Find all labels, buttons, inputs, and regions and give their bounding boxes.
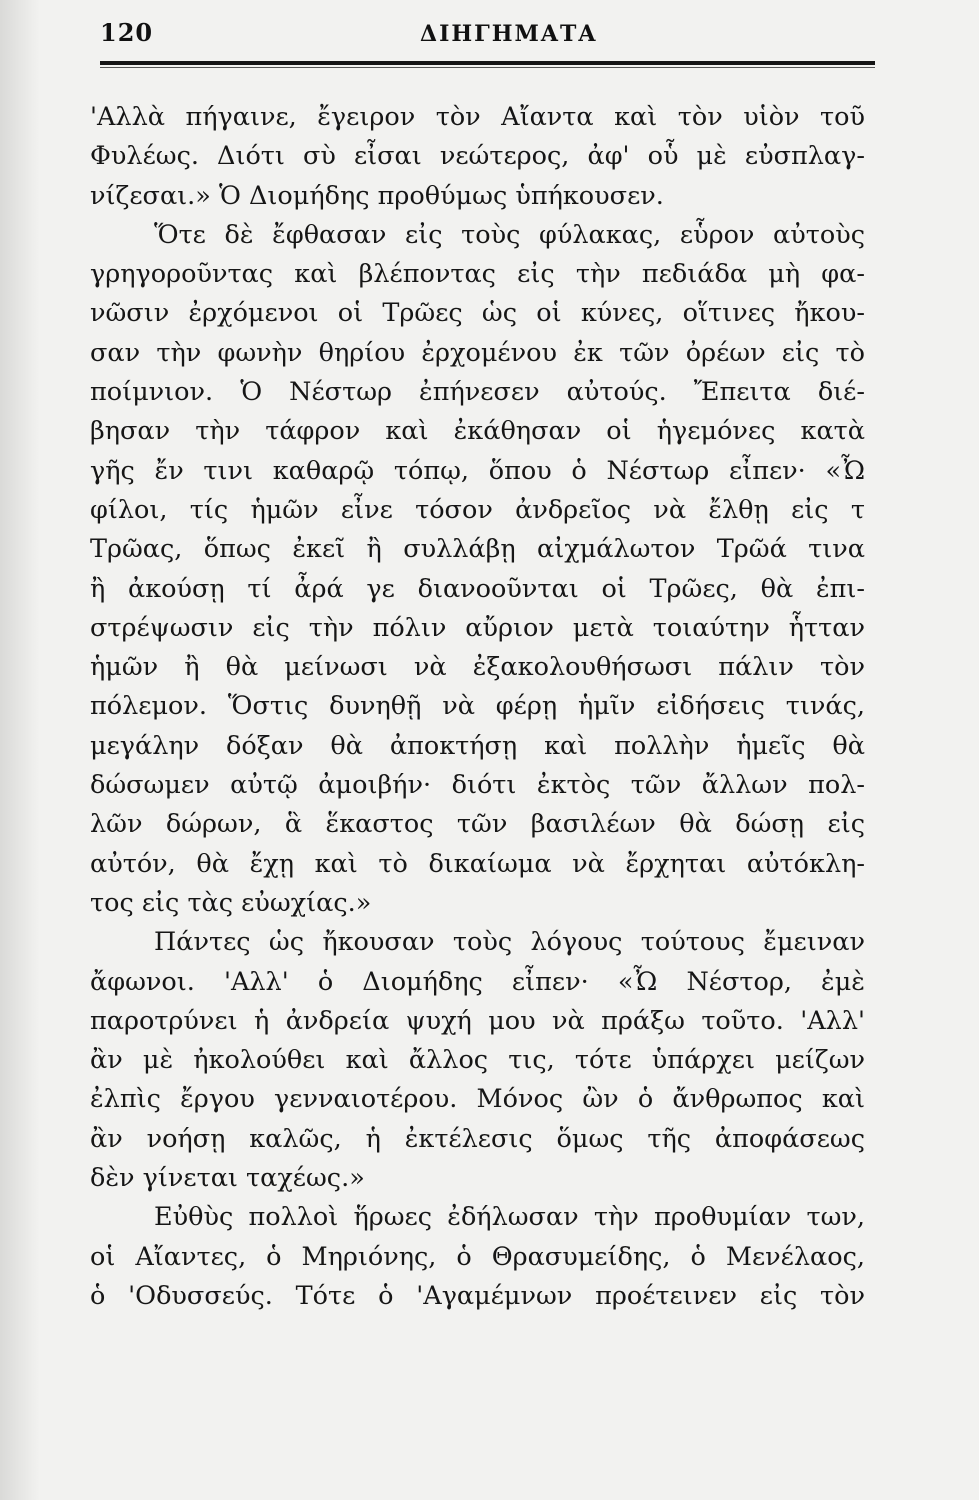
header-rule [100,61,875,65]
text-line: ἡμῶν ἢ θὰ μείνωσι νὰ ἐξακολουθήσωσι πάλιν τὸν [90,652,865,683]
text-line: νῶσιν ἐρχόμενοι οἱ Τρῶες ὡς οἱ κύνες, οἵτινες ἤκου- [90,298,865,329]
text-line: δώσωμεν αὐτῷ ἀμοιβήν· διότι ἐκτὸς τῶν ἄλλων πολ- [90,770,865,801]
running-title: ΔΙΗΓΗΜΑΤΑ [420,21,598,47]
text-line: ὁ 'Οδυσσεύς. Τότε ὁ 'Αγαμέμνων προέτεινεν εἰς τὸν [90,1280,865,1311]
text-line: τος εἰς τὰς εὐωχίας.» [90,887,372,918]
text-line: Εὐθὺς πολλοὶ ἥρωες ἐδήλωσαν τὴν προθυμίαν των, [154,1202,865,1233]
text-line: νίζεσαι.» Ὁ Διομήδης προθύμως ὑπήκουσεν. [90,180,664,211]
text-line: Πάντες ὡς ἤκουσαν τοὺς λόγους τούτους ἔμειναν [154,927,865,958]
page-number: 120 [100,18,154,47]
text-line: 'Αλλὰ πήγαινε, ἔγειρον τὸν Αἴαντα καὶ τὸν υἱὸν τοῦ [90,102,865,132]
text-line: δὲν γίνεται ταχέως.» [90,1163,365,1194]
text-line: οἱ Αἴαντες, ὁ Μηριόνης, ὁ Θρασυμείδης, ὁ Μενέλαος, [90,1241,865,1272]
text-line: λῶν δώρων, ἃ ἕκαστος τῶν βασιλέων θὰ δώσῃ εἰς [90,809,865,840]
text-line: γρηγοροῦντας καὶ βλέποντας εἰς τὴν πεδιάδα μὴ φα- [90,259,865,290]
text-line: Ὅτε δὲ ἔφθασαν εἰς τοὺς φύλακας, εὗρον αὐτοὺς [154,219,865,250]
text-line: ἢ ἀκούσῃ τί ἆρά γε διανοοῦνται οἱ Τρῶες, θὰ ἐπι- [90,573,865,604]
text-line: αὐτόν, θὰ ἔχῃ καὶ τὸ δικαίωμα νὰ ἔρχηται αὐτόκλη- [90,848,865,879]
page-edge-shadow [0,0,40,1500]
text-line: γῆς ἔν τινι καθαρῷ τόπῳ, ὅπου ὁ Νέστωρ εἶπεν· «Ὦ [90,455,865,486]
text-line: ποίμνιον. Ὁ Νέστωρ ἐπήνεσεν αὐτούς. Ἔπειτα διέ- [90,377,865,408]
body-text [90,98,865,1316]
text-line: Τρῶας, ὅπως ἐκεῖ ἢ συλλάβῃ αἰχμάλωτον Τρῶά τινα [90,534,865,565]
text-line: ἂν νοήσῃ καλῶς, ἡ ἐκτέλεσις ὅμως τῆς ἀποφάσεως [90,1123,865,1154]
text-line: μεγάλην δόξαν θὰ ἀποκτήσῃ καὶ πολλὴν ἡμεῖς θὰ [90,730,865,761]
text-line: βησαν τὴν τάφρον καὶ ἐκάθησαν οἱ ἡγεμόνες κατὰ [90,416,865,447]
text-line: σαν τὴν φωνὴν θηρίου ἐρχομένου ἐκ τῶν ὀρέων εἰς τὸ [90,337,865,368]
text-line: ἂν μὲ ἠκολούθει καὶ ἄλλος τις, τότε ὑπάρχει μείζων [90,1045,865,1076]
text-line: ἐλπὶς ἔργου γενναιοτέρου. Μόνος ὢν ὁ ἄνθρωπος καὶ [90,1084,865,1115]
text-line: πόλεμον. Ὅστις δυνηθῇ νὰ φέρῃ ἡμῖν εἰδήσεις τινάς, [90,691,865,722]
text-line: Φυλέως. Διότι σὺ εἶσαι νεώτερος, ἀφ' οὗ μὲ εὐσπλαγ- [90,141,865,172]
text-line: στρέψωσιν εἰς τὴν πόλιν αὔριον μετὰ τοιαύτην ἧτταν [90,612,865,643]
text-line: φίλοι, τίς ἡμῶν εἶνε τόσον ἀνδρεῖος νὰ ἔλθῃ εἰς τ [90,494,865,525]
page-header [100,12,875,52]
text-line: παροτρύνει ἡ ἀνδρεία ψυχή μου νὰ πράξω τοῦτο. 'Αλλ' [90,1005,865,1036]
header-rule-thin [100,67,875,68]
text-line: ἄφωνοι. 'Αλλ' ὁ Διομήδης εἶπεν· «Ὦ Νέστορ, ἐμὲ [90,966,865,997]
